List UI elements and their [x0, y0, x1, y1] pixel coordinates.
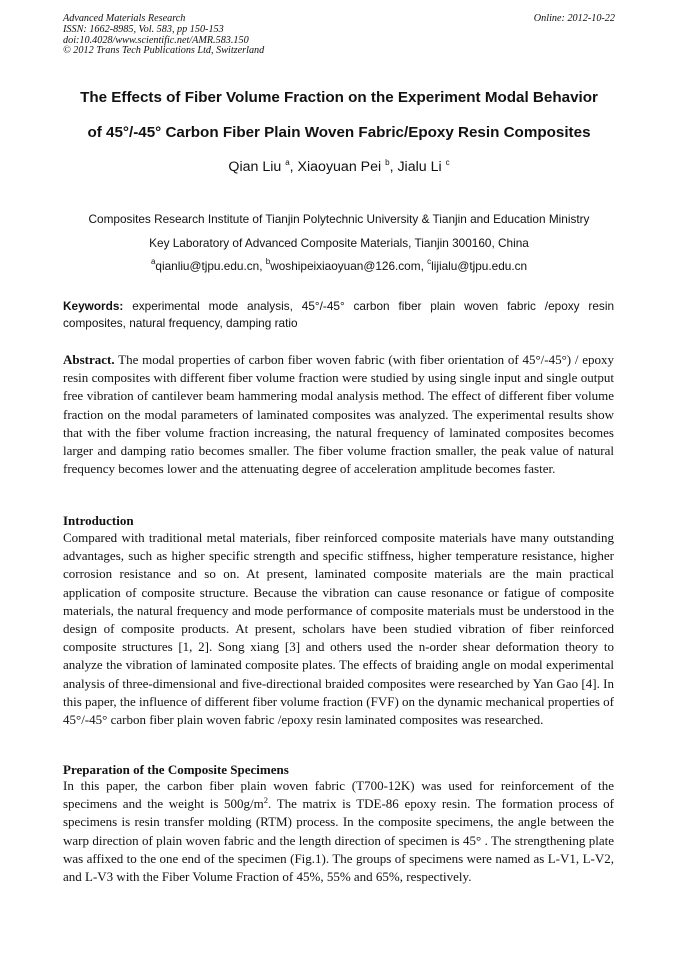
keywords-label: Keywords: [63, 299, 124, 313]
email-mark: a [150, 257, 156, 266]
journal-header [63, 14, 264, 57]
journal-name: Advanced Materials Research [63, 13, 186, 24]
author-mark: c [445, 158, 450, 167]
preparation-heading: Preparation of the Composite Specimens [63, 762, 289, 777]
email-address[interactable]: lijialu@tjpu.edu.cn [431, 259, 528, 273]
abstract-label: Abstract. [63, 352, 115, 367]
introduction-heading: Introduction [63, 513, 134, 528]
keywords-section [63, 298, 614, 332]
introduction-paragraph: Compared with traditional metal materials, fiber reinforced composite materials have many outstanding advantages, such as higher specific strength and specific stiffness, higher temperature resistance, higher corrosion resistance and so on. At present, laminated composite materials are the main practical application of composite structure. Because the vibration can cause resonance or fatigue of composite materials, the natural frequency and mode performance of composite materials must be understood in the design of composite products. At present, scholars have been studied vibration of fiber reinforced composite structures [1, 2]. Song xiang [3] and others used the n-order shear deformation theory to analyze the vibration of laminated composite plates. The effects of braiding angle on modal experimental analysis of three-dimensional and five-directional braided composites were researched by Yan Gao [4]. In this paper, the influence of different fiber volume fraction (FVF) on the dynamic mechanical properties of 45°/-45° carbon fiber plain woven fabric /epoxy resin laminated composites was researched. [63, 530, 614, 728]
abstract-text: The modal properties of carbon fiber woven fabric (with fiber orientation of 45°/-45°) / epoxy resin composites with different fiber volume fraction were studied by using single input and single output free vibration of cantilever beam hammering modal analysis method. The effect of different fiber volume fraction on the modal parameters of laminated composites was analyzed. The experimental results show that with the fiber volume fraction increasing, the natural frequency of laminated composites becomes larger and damping ratio becomes smaller. The fiber volume fraction smaller, the peak value of natural frequency becomes lower and the attenuating degree of acceleration amplitude becomes faster. [63, 352, 614, 477]
doi-line: doi:10.4028/www.scientific.net/AMR.583.150 [63, 34, 249, 46]
author-mark: a [285, 158, 290, 167]
issn-line: ISSN: 1662-8985, Vol. 583, pp 150-153 [63, 23, 224, 35]
preparation-text-end: . The matrix is TDE-86 epoxy resin. The formation process of specimens is resin transfer molding (RTM) process. In the composite specimens, the angle between the warp direction of plain woven fabric and the length direction of specimen is 45° . The strengthening plate was affixed to the one end of the specimen (Fig.1). The groups of specimens were named as L-V1, L-V2, and L-V3 with the Fiber Volume Fraction of 45%, 55% and 65%, respectively. [63, 796, 614, 885]
unit-superscript: 2 [263, 795, 269, 806]
email-mark: c [427, 257, 432, 266]
affiliation-line-2: Key Laboratory of Advanced Composite Materials, Tianjin 300160, China [149, 236, 529, 250]
affiliation-line-1: Composites Research Institute of Tianjin Polytechnic University & Tianjin and Education Ministry [88, 212, 590, 226]
email-mark: b [265, 257, 271, 266]
preparation-text-start: In this paper, the carbon fiber plain woven fabric (T700-12K) was used for reinforcement of the specimens and the weight is 500g/m [63, 778, 614, 812]
email-address[interactable]: qianliu@tjpu.edu.cn [155, 259, 260, 273]
abstract-section [63, 351, 614, 478]
author-name: Qian Liu [228, 159, 282, 175]
author-list: Qian Liu $^a$, Xiaoyuan Pei $^b$, Jialu Li $^c$ [228, 158, 450, 175]
preparation-paragraph [63, 777, 614, 886]
author-name: Xiaoyuan Pei [297, 159, 382, 175]
online-date: Online: 2012-10-22 [533, 13, 615, 24]
paper-title-line-1: The Effects of Fiber Volume Fraction on the Experiment Modal Behavior [80, 89, 598, 106]
author-mark: b [385, 158, 390, 167]
keywords-text: experimental mode analysis, 45°/-45° carbon fiber plain woven fabric /epoxy resin composites, natural frequency, damping ratio [63, 299, 615, 330]
copyright-line: © 2012 Trans Tech Publications Ltd, Switzerland [63, 45, 265, 57]
paper-title-line-2: of 45°/-45° Carbon Fiber Plain Woven Fabric/Epoxy Resin Composites [87, 124, 591, 141]
email-address[interactable]: woshipeixiaoyuan@126.com [270, 259, 421, 273]
author-name: Jialu Li [397, 159, 442, 175]
author-emails: $^a$qianliu@tjpu.edu.cn, $^b$woshipeixiaoyuan@126.com, $^c$lijialu@tjpu.edu.cn [150, 257, 528, 273]
